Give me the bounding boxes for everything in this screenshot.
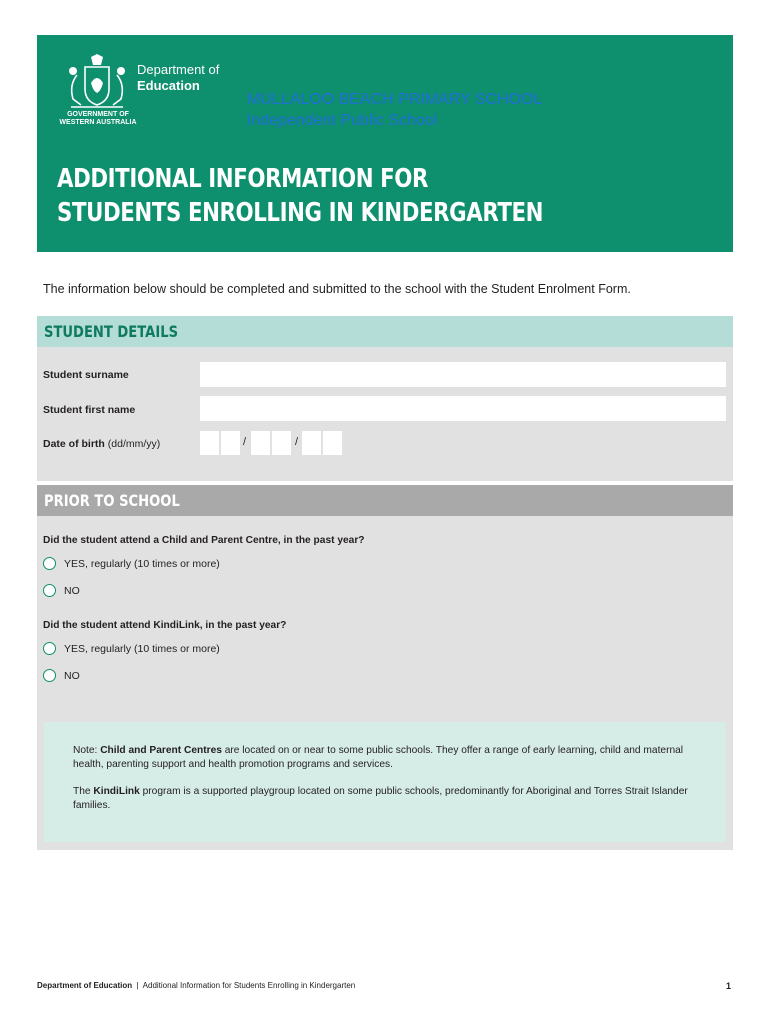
title-line2: STUDENTS ENROLLING IN KINDERGARTEN: [57, 198, 544, 228]
q2-no-option[interactable]: [43, 669, 80, 682]
student-details-section: [37, 316, 733, 481]
note-p1-prefix: Note:: [73, 745, 101, 756]
dob-month-digit-2[interactable]: [272, 431, 291, 455]
dob-format: (dd/mm/yy): [107, 438, 161, 450]
note-paragraph-2: [73, 785, 696, 813]
q1-no-option[interactable]: [43, 584, 80, 597]
footer-dept: Department of Education: [37, 981, 133, 990]
q2-yes-option[interactable]: [43, 642, 220, 655]
q1-yes-option[interactable]: [43, 557, 220, 570]
dob-day-digit-1[interactable]: [200, 431, 219, 455]
first-name-label: Student first name: [43, 404, 136, 416]
dept-line1: Department of: [137, 62, 220, 77]
government-label: [53, 111, 143, 127]
question-child-parent-centre: Did the student attend a Child and Parent Centre, in the past year?: [43, 535, 365, 546]
school-name: MULLALOO BEACH PRIMARY SCHOOL: [247, 91, 543, 108]
dob-label: [43, 438, 160, 450]
q2-yes-radio[interactable]: [43, 642, 56, 655]
surname-label: Student surname: [43, 369, 129, 381]
student-details-heading: [37, 316, 733, 347]
q2-no-label: NO: [64, 669, 80, 682]
intro-text: The information below should be completed and submitted to the school with the Student Enrolment Form.: [43, 282, 631, 296]
note-p2-rest: program is a supported playgroup located on some public schools, predominantly for Aboriginal and Torres Strait Islander families.: [73, 786, 688, 811]
prior-to-school-heading: [37, 485, 733, 516]
page-number: 1: [726, 981, 732, 991]
gov-line2: WESTERN AUSTRALIA: [59, 119, 137, 126]
footer-doc-title: Additional Information for Students Enrolling in Kindergarten: [142, 981, 356, 990]
page-footer: [37, 981, 355, 990]
note-paragraph-1: [73, 744, 696, 772]
question-kindilink: Did the student attend KindiLink, in the past year?: [43, 620, 287, 631]
dob-year-digit-2[interactable]: [323, 431, 342, 455]
q1-yes-radio[interactable]: [43, 557, 56, 570]
footer-separator: |: [136, 981, 139, 990]
wa-coat-of-arms-icon: [57, 53, 137, 115]
dob-month-digit-1[interactable]: [251, 431, 270, 455]
dob-day-digit-2[interactable]: [221, 431, 240, 455]
prior-to-school-section: [37, 485, 733, 850]
note-p1-rest: are located on or near to some public schools. They offer a range of early learning, child and maternal health, parenting support and health promotion programs and services.: [73, 745, 684, 770]
department-name: [137, 62, 219, 94]
dob-separator-2: /: [295, 436, 299, 448]
dob-separator-1: /: [243, 436, 247, 448]
q1-no-label: NO: [64, 584, 80, 597]
school-name-block: [247, 89, 543, 131]
school-type: Independent Public School: [247, 112, 438, 129]
note-box: [44, 722, 726, 842]
document-title: [57, 162, 582, 230]
surname-input[interactable]: [200, 362, 726, 387]
note-p2-prefix: The: [73, 786, 94, 797]
header-banner: [37, 35, 733, 252]
prior-to-school-heading-text: PRIOR TO SCHOOL: [44, 491, 180, 510]
student-details-heading-text: STUDENT DETAILS: [44, 322, 179, 341]
note-p1-bold: Child and Parent Centres: [100, 745, 222, 756]
gov-line1: GOVERNMENT OF: [67, 111, 129, 118]
q1-yes-label: YES, regularly (10 times or more): [64, 557, 220, 570]
note-p2-bold: KindiLink: [93, 786, 140, 797]
first-name-input[interactable]: [200, 396, 726, 421]
q2-no-radio[interactable]: [43, 669, 56, 682]
q2-yes-label: YES, regularly (10 times or more): [64, 642, 220, 655]
title-line1: ADDITIONAL INFORMATION FOR: [57, 164, 429, 194]
dob-label-text: Date of birth: [43, 438, 105, 450]
q1-no-radio[interactable]: [43, 584, 56, 597]
dob-year-digit-1[interactable]: [302, 431, 321, 455]
dept-line2: Education: [137, 78, 200, 93]
